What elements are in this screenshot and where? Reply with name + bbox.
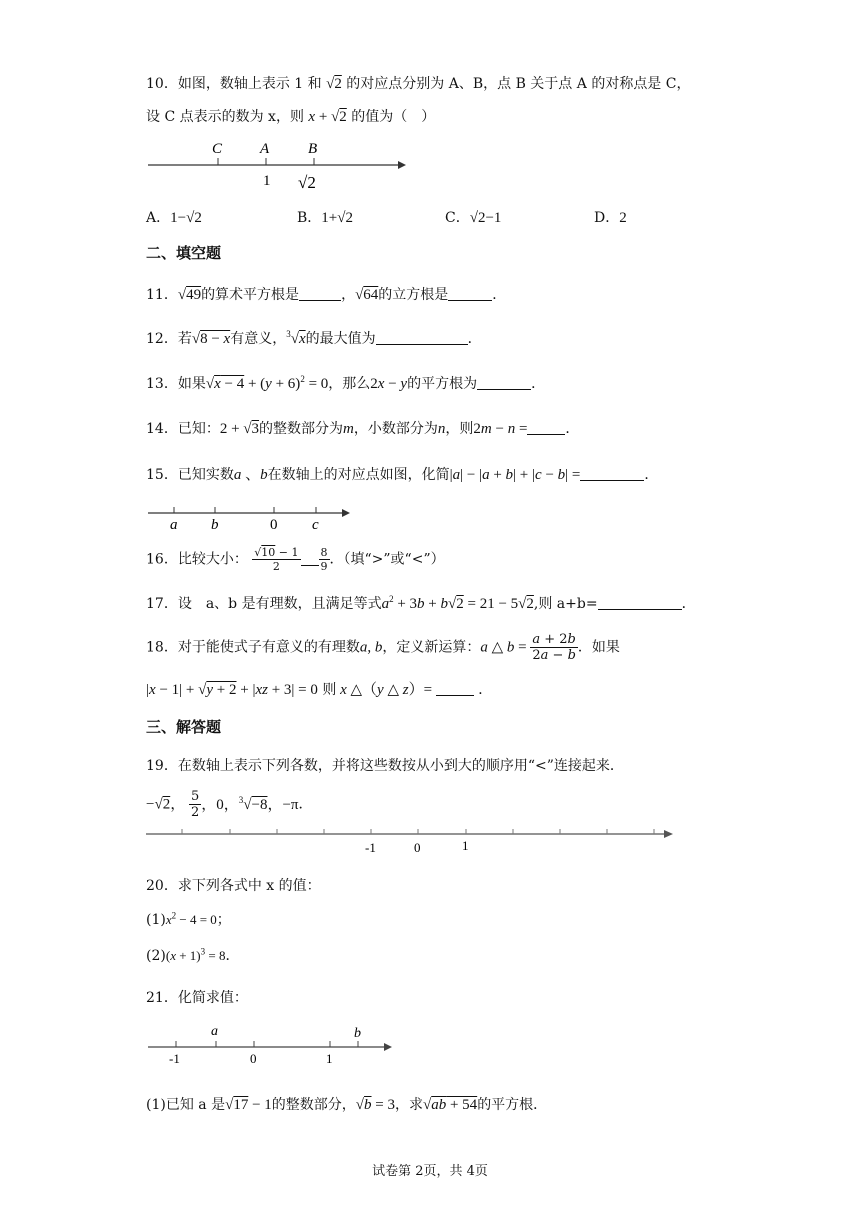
q21-part1: (1)已知 a 是√17 − 1的整数部分，√b = 3，求√ab + 54的平方根． (146, 1097, 548, 1113)
q20-part2: $(2)(x + 1)^3 = 8$． (146, 946, 240, 964)
q19-label-neg1: -1 (365, 840, 376, 855)
q21-label-neg1: -1 (169, 1051, 180, 1066)
q19-text: 19．在数轴上表示下列各数，并将这些数按从小到大的顺序用“<”连接起来． (146, 758, 624, 774)
section-fill-blank-title: 二、填空题 (146, 244, 222, 262)
section-solve-title: 三、解答题 (146, 718, 222, 736)
q10-option-c: C．√2−1 (445, 210, 502, 226)
x-plus-sqrt2-expr: x + √2 (308, 109, 347, 125)
q10-label-a: A (260, 141, 270, 157)
q18-line2: |x − 1| + √y + 2 + |xz + 3| = 0 则 x △（y △ z）= ． (146, 682, 493, 698)
q10-label-sqrt2: √2 (298, 173, 316, 192)
q10-option-d: D．2 (594, 210, 627, 226)
q21-number-line (146, 1020, 394, 1066)
page-footer: 试卷第 2页，共 4页 (372, 1164, 488, 1179)
q21-label-a: a (211, 1024, 218, 1039)
q19-numbers: −√2， $\frac{5}{2}$ ，0，$^3$√−8，−π． (146, 789, 313, 820)
q21-label-0: 0 (250, 1051, 257, 1066)
q15-label-b: b (211, 517, 219, 533)
q10-label-b: B (308, 141, 318, 157)
q10-line2: 设 C 点表示的数为 x，则 x + √2 的值为（ ） (146, 109, 436, 125)
q10-option-a: A．1−√2 (146, 210, 202, 226)
q21-text: 21．化简求值： (146, 990, 248, 1006)
q15-number-line (146, 500, 351, 534)
q17: 17．设 a、b 是有理数，且满足等式$a^2 + 3b + b√2 = 21 - 5√2$,则 a+b= ． (146, 594, 696, 612)
q15: 15．已知实数a 、b在数轴上的对应点如图，化简|a| − |a + b| + |c − b| = ． (146, 467, 659, 483)
q18-line1: 18．对于能使式子有意义的有理数a, b，定义新运算：a △ b = $\frac{a + 2b}{2a - b}$ ．如果 (146, 632, 620, 663)
q10-number-line (146, 138, 406, 194)
q10-label-1: 1 (263, 173, 271, 189)
q16: 16．比较大小： $\frac{√10 - 1}{2}$ $\frac{8}{9}$ ．（填“>”或“<”） (146, 546, 445, 573)
sqrt2-expr: √2 (326, 76, 342, 92)
q11: 11．√49的算术平方根是 ，√64的立方根是 ． (146, 287, 507, 303)
q15-label-0: 0 (270, 517, 278, 533)
q14: 14．已知：2 + √3的整数部分为m，小数部分为n，则2m − n = ． (146, 421, 580, 437)
q10-line1: 10．如图，数轴上表示 1 和 √2 的对应点分别为 A、B，点 B 关于点 A 的对称点是 C， (146, 76, 691, 92)
q19-label-0: 0 (414, 840, 421, 855)
q12: 12．若√8 − x有意义，$^3$√x的最大值为 ． (146, 329, 482, 347)
q21-label-1: 1 (326, 1051, 333, 1066)
q19-number-line (146, 824, 674, 858)
q20-text: 20．求下列各式中 x 的值： (146, 878, 321, 894)
q13: 13．如果$√x - 4 + (y + 6)^2 = 0$，那么2x − y的平方根为 ． (146, 374, 546, 392)
q10-option-b: B．1+√2 (297, 210, 353, 226)
q21-label-b: b (354, 1026, 361, 1041)
q15-label-a: a (170, 517, 178, 533)
q15-label-c: c (312, 517, 319, 533)
q20-part1: $(1)x^2 - 4 = 0$； (146, 910, 231, 928)
q10-label-c: C (212, 141, 223, 157)
q19-label-1: 1 (462, 838, 469, 853)
